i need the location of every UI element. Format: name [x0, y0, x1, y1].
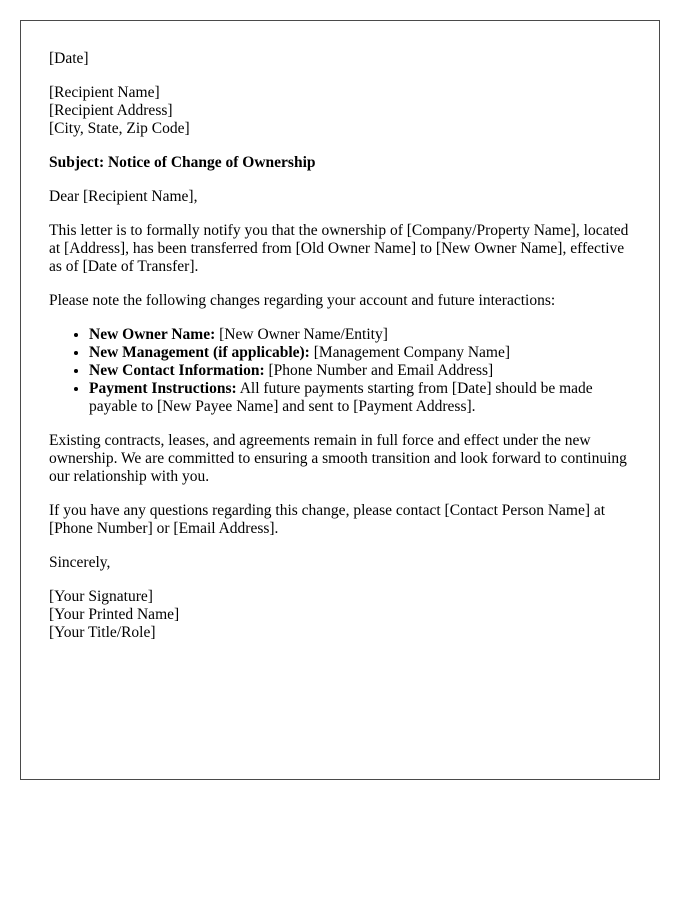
closing: Sincerely, — [49, 554, 111, 571]
list-item-value: [Management Company Name] — [309, 344, 510, 361]
subject-line: Subject: Notice of Change of Ownership — [49, 154, 316, 171]
list-item-value: [Phone Number and Email Address] — [264, 362, 494, 379]
list-item-label: New Owner Name: — [89, 326, 216, 343]
printed-name: [Your Printed Name] — [49, 606, 180, 623]
intro-paragraph: This letter is to formally notify you that the ownership of [Company/Property Name], located at [Address], has been transferred from [Old Owner Name] to [New Owner Name], effective as of [Date of Transfer]. — [49, 222, 629, 275]
changes-list — [49, 326, 631, 416]
recipient-city-state-zip: [City, State, Zip Code] — [49, 120, 190, 137]
recipient-name: [Recipient Name] — [49, 84, 160, 101]
salutation: Dear [Recipient Name], — [49, 188, 198, 205]
signature-block — [49, 588, 631, 642]
signature-line: [Your Signature] — [49, 588, 153, 605]
list-item — [89, 326, 631, 344]
list-item-value: [New Owner Name/Entity] — [215, 326, 388, 343]
list-item-label: New Management (if applicable): — [89, 344, 310, 361]
list-item-label: New Contact Information: — [89, 362, 265, 379]
title-role: [Your Title/Role] — [49, 624, 156, 641]
contracts-paragraph: Existing contracts, leases, and agreements remain in full force and effect under the new ownership. We are committed to ensuring a smooth transition and look forward to continuing our relationship with you. — [49, 432, 627, 485]
recipient-block — [49, 84, 631, 138]
list-item-label: Payment Instructions: — [89, 380, 237, 397]
list-item — [89, 362, 631, 380]
questions-paragraph: If you have any questions regarding this change, please contact [Contact Person Name] at [Phone Number] or [Email Address]. — [49, 502, 606, 537]
recipient-address: [Recipient Address] — [49, 102, 173, 119]
list-item-value: All future payments starting from [Date] should be made payable to [New Payee Name] and sent to [Payment Address]. — [89, 380, 593, 415]
list-item — [89, 380, 631, 416]
letter-page — [20, 20, 660, 780]
changes-intro: Please note the following changes regarding your account and future interactions: — [49, 292, 556, 309]
list-item — [89, 344, 631, 362]
letter-date: [Date] — [49, 50, 89, 67]
